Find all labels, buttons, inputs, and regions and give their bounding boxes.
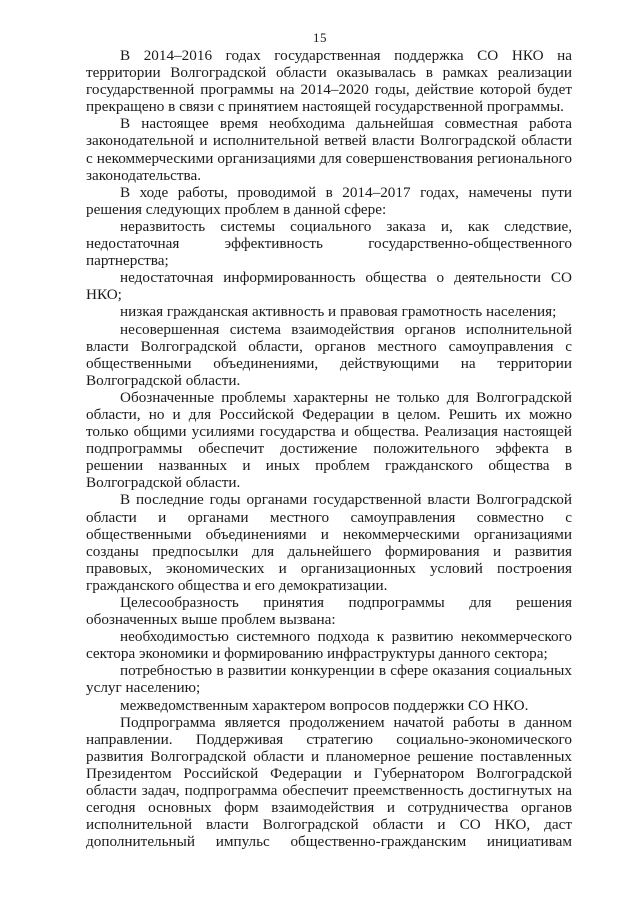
list-item: межведомственным характером вопросов поддержки СО НКО. [120, 696, 529, 714]
paragraph: В ходе работы, проводимой в 2014–2017 годах, намечены пути решения следующих проблем в данной сфере: [86, 183, 572, 218]
list-item: недостаточная информированность общества о деятельности СО НКО; [86, 269, 572, 304]
paragraph: Подпрограмма является продолжением начатой работы в данном направлении. Поддерживая стратегию социально-экономического развития Волгоградской области и планомерное решение поставленных Президентом Российской Федерации и Губернатором Волгоградской области задач, подпрограмма обеспечит преемственность достигнутых на сегодня основных форм взаимодействия и сотрудничества органов исполнительной власти Волгоградской области и СО НКО, даст дополнительный импульс общественно-гражданским инициативам [86, 713, 572, 851]
list-item: потребностью в развитии конкуренции в сфере оказания социальных услуг населению; [86, 662, 572, 697]
document-body [86, 47, 572, 850]
list-item: низкая гражданская активность и правовая грамотность населения; [120, 303, 557, 321]
list-item: неразвитость системы социального заказа и, как следствие, недостаточная эффективность государственно-общественного партнерства; [86, 217, 572, 270]
list-item: несовершенная система взаимодействия органов исполнительной власти Волгоградской области, органов местного самоуправления с общественными объединениями, действующими на территории Волгоградской области. [86, 320, 572, 389]
paragraph: Обозначенные проблемы характерны не только для Волгоградской области, но и для Российской Федерации в целом. Решить их можно только общими усилиями государства и общества. Реализация настоящей подпрограммы обеспечит достижение положительного эффекта в решении названных и иных проблем гражданского общества в Волгоградской области. [86, 388, 572, 492]
list-item: необходимостью системного подхода к развитию некоммерческого сектора экономики и формированию инфраструктуры данного сектора; [86, 628, 572, 663]
paragraph: В 2014–2016 годах государственная поддержка СО НКО на территории Волгоградской области оказывалась в рамках реализации государственной программы на 2014–2020 годы, действие которой будет прекращено в связи с принятием настоящей государственной программы. [86, 47, 572, 116]
paragraph: В настоящее время необходима дальнейшая совместная работа законодательной и исполнительной ветвей власти Волгоградской области с некоммерческими организациями для совершенствования регионального законодательства. [86, 115, 572, 184]
paragraph: Целесообразность принятия подпрограммы для решения обозначенных выше проблем вызвана: [86, 594, 572, 629]
page-number: 15 [313, 30, 327, 45]
paragraph: В последние годы органами государственной власти Волгоградской области и органами местного самоуправления совместно с общественными объединениями и некоммерческими организациями созданы предпосылки для дальнейшего формирования и развития правовых, экономических и организационных условий построения гражданского общества и его демократизации. [86, 491, 572, 594]
